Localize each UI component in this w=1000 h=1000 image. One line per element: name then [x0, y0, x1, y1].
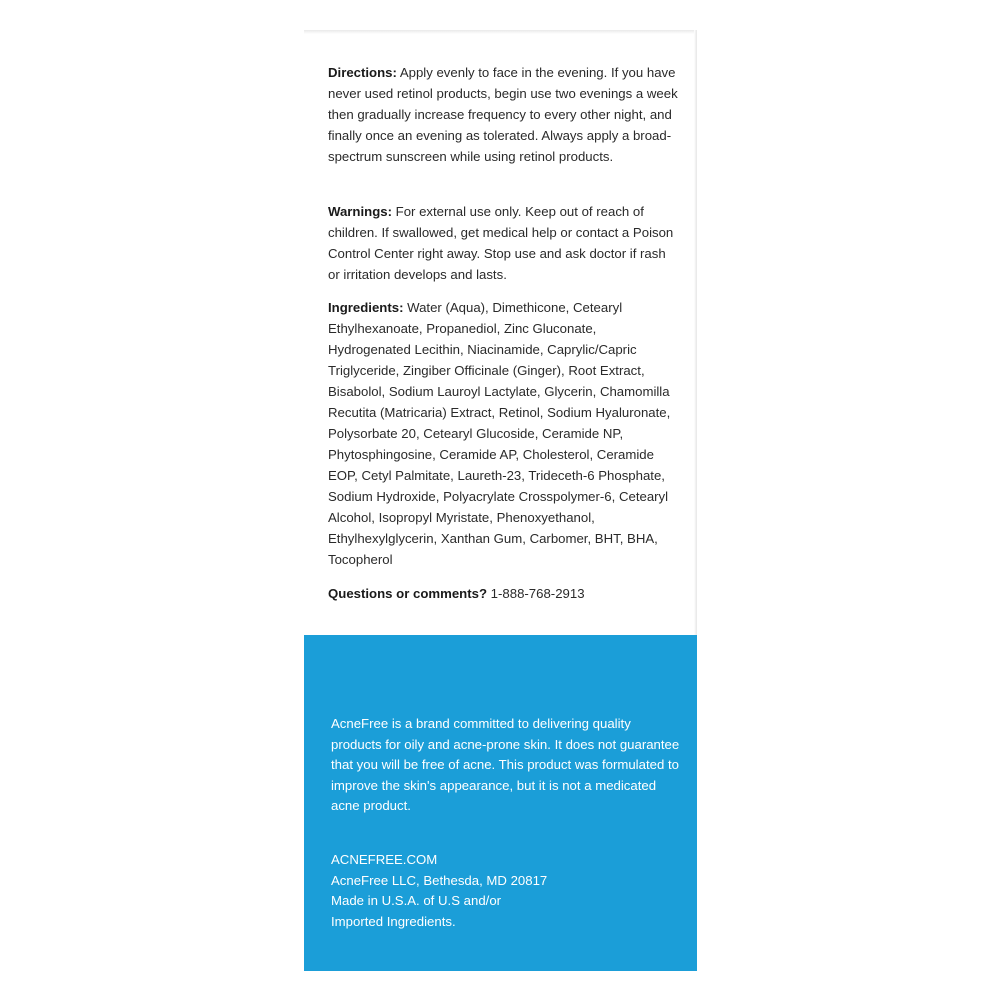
product-box-back-panel — [304, 30, 697, 971]
made-in-line-2: Imported Ingredients. — [331, 913, 456, 929]
ingredients-section — [328, 297, 680, 570]
questions-label: Questions or comments? — [328, 586, 488, 601]
brand-disclaimer: AcneFree is a brand committed to delivering quality products for oily and acne-prone skin. It does not guarantee that you will be free of acne. This product was formulated to improve the skin's appearance, but it is not a medicated acne product. — [331, 716, 680, 813]
warnings-label: Warnings: — [328, 204, 392, 219]
warnings-text: For external use only. Keep out of reach of children. If swallowed, get medical help or contact a Poison Control Center right away. Stop use and ask doctor if rash or irritation develops and lasts. — [328, 204, 674, 282]
warnings-section — [328, 201, 680, 285]
company-address: AcneFree LLC, Bethesda, MD 20817 — [331, 872, 548, 888]
brand-info-panel — [304, 635, 697, 971]
box-side-edge — [694, 30, 697, 635]
directions-text: Apply evenly to face in the evening. If you have never used retinol products, begin use two evenings a week then gradually increase frequency to every other night, and finally once an evening as tolerated. Always apply a broad-spectrum sunscreen while using retinol products. — [328, 65, 678, 164]
ingredients-label: Ingredients: — [328, 300, 404, 315]
questions-phone: 1-888-768-2913 — [487, 586, 585, 601]
questions-section — [328, 583, 680, 604]
label-text-panel — [304, 30, 697, 635]
ingredients-text: Water (Aqua), Dimethicone, Cetearyl Ethylhexanoate, Propanediol, Zinc Gluconate, Hydrogenated Lecithin, Niacinamide, Caprylic/Capric Triglyceride, Zingiber Officinale (Ginger), Root Extract, Bisabolol, Sodium Lauroyl Lactylate, Glycerin, Chamomilla Recutita (Matricaria) Extract, Retinol, Sodium Hyaluronate, Polysorbate 20, Cetearyl Glucoside, Ceramide NP, Phytosphingosine, Ceramide AP, Cholesterol, Ceramide EOP, Cetyl Palmitate, Laureth-23, Trideceth-6 Phosphate, Sodium Hydroxide, Polyacrylate Crosspolymer-6, Cetearyl Alcohol, Isopropyl Myristate, Phenoxyethanol, Ethylhexylglycerin, Xanthan Gum, Carbomer, BHT, BHA, Tocopherol — [328, 300, 671, 567]
directions-label: Directions: — [328, 65, 397, 80]
made-in-line-1: Made in U.S.A. of U.S and/or — [331, 893, 502, 908]
website-text: ACNEFREE.COM — [331, 852, 438, 867]
contact-info — [331, 850, 681, 932]
box-top-edge — [304, 30, 697, 34]
directions-section — [328, 62, 680, 167]
